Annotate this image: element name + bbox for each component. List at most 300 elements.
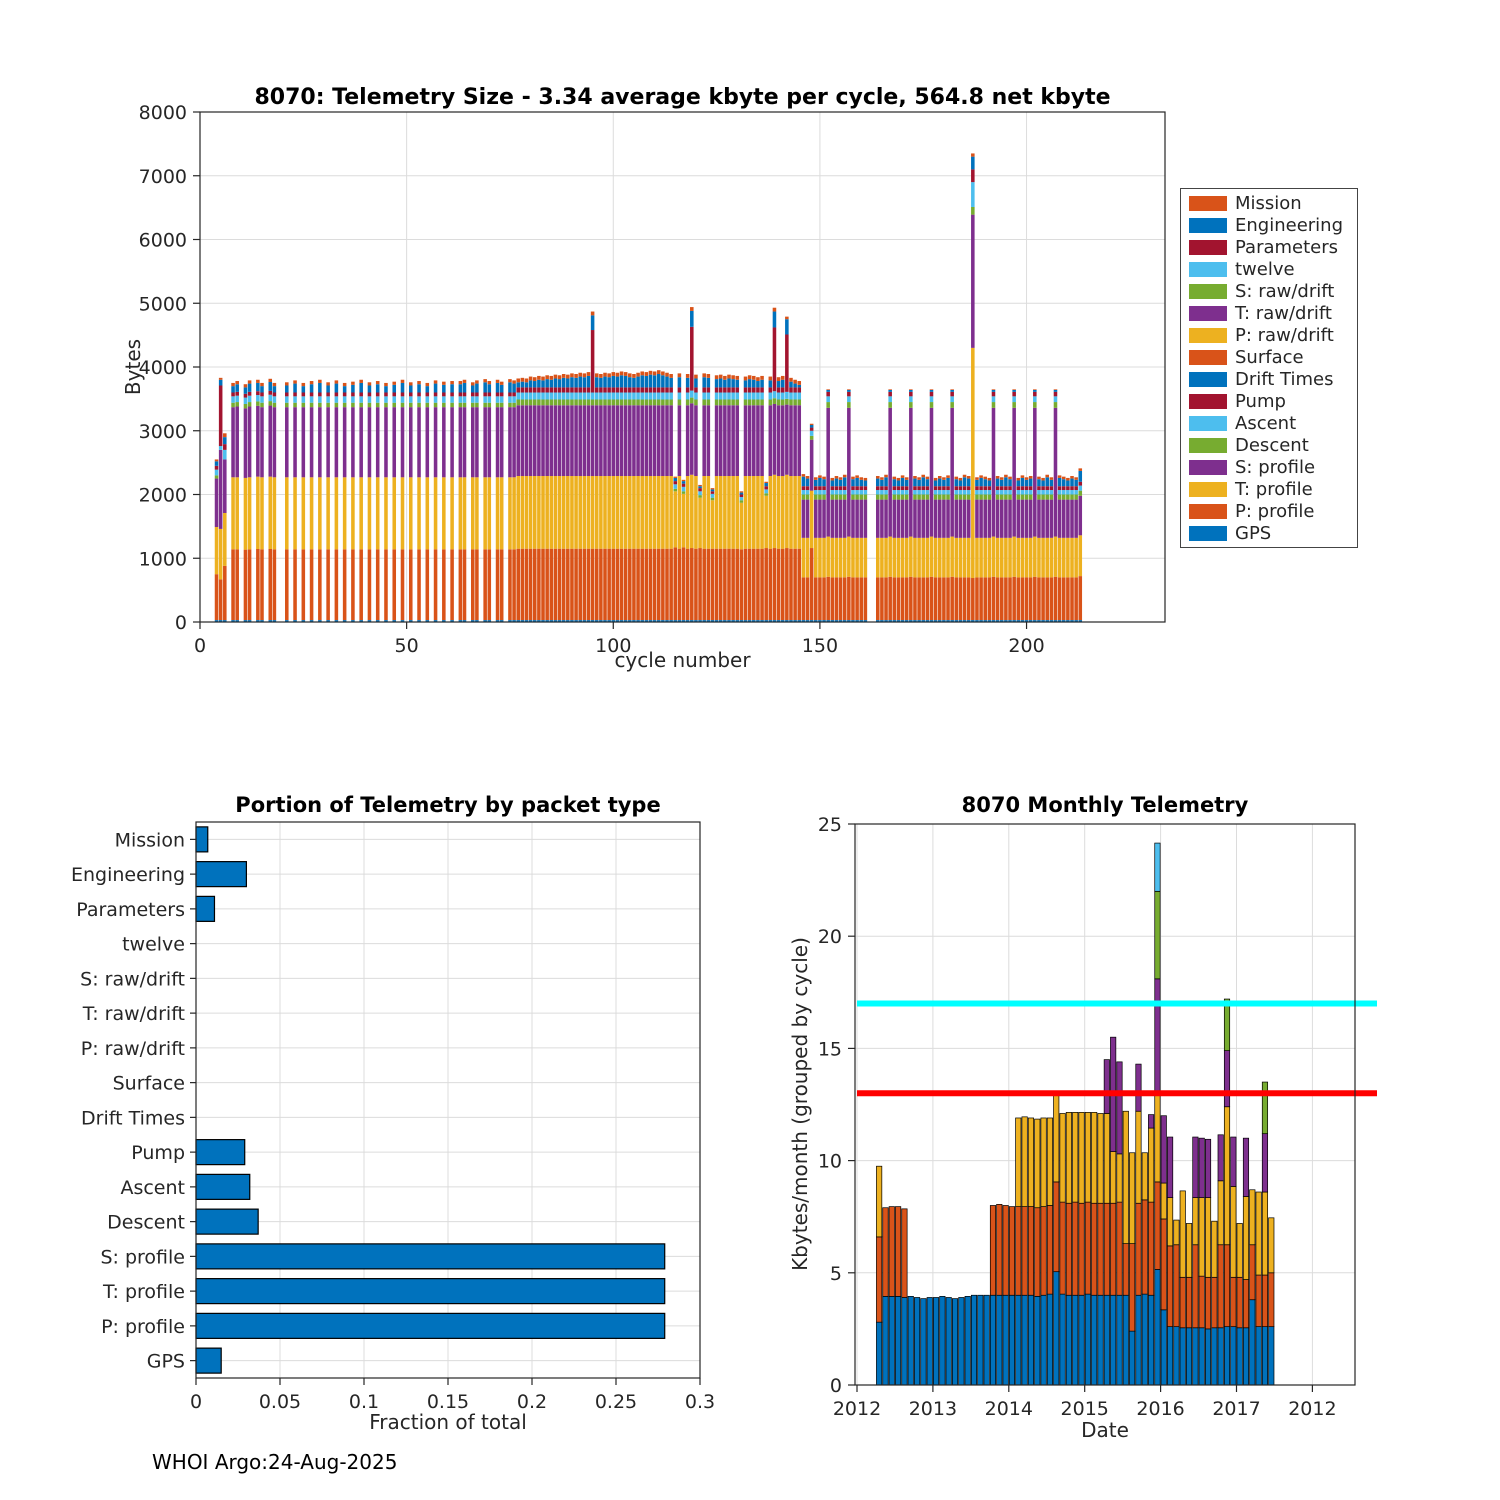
bar-segment [1250, 1300, 1255, 1385]
legend-swatch [1189, 306, 1227, 321]
bar-segment [781, 376, 785, 380]
legend-item-descent [1181, 434, 1357, 456]
bar-segment [1028, 1295, 1033, 1385]
bar-segment [740, 503, 744, 550]
bar-segment [657, 400, 661, 406]
bar-segment [256, 401, 260, 405]
bar-segment [273, 386, 277, 392]
bar-segment [587, 376, 591, 387]
bar-segment [475, 549, 479, 620]
tick-label: 0.3 [684, 1391, 716, 1413]
bar-segment [231, 549, 235, 620]
bar-segment [909, 408, 913, 537]
legend-label: Pump [1235, 390, 1286, 412]
bar-segment [657, 405, 661, 476]
bar-segment [1180, 1277, 1185, 1327]
bar-segment [740, 500, 744, 503]
bar-segment [1074, 490, 1078, 494]
bar-segment [797, 381, 801, 385]
bar-segment [810, 431, 814, 436]
bar-segment [310, 407, 314, 477]
bar-segment [1074, 495, 1078, 500]
bar-segment [488, 407, 492, 477]
bar-segment [818, 478, 822, 486]
bar-segment [893, 479, 897, 486]
bar-segment [450, 407, 454, 477]
bar-segment [859, 500, 863, 538]
bar-segment [1035, 1208, 1040, 1297]
bar-segment [235, 396, 239, 402]
bar-segment [884, 477, 888, 486]
bar-segment [442, 396, 446, 402]
bar-segment [512, 393, 516, 397]
bar-segment [897, 495, 901, 500]
bar-segment [917, 495, 921, 500]
bar-segment [769, 476, 773, 549]
bar-segment [979, 577, 983, 620]
bar-segment [409, 382, 413, 385]
bar-segment [459, 393, 463, 397]
bar-segment [843, 577, 847, 620]
bar-segment [810, 548, 814, 620]
bar-segment [996, 486, 1000, 490]
bar-segment [1104, 1060, 1109, 1114]
bar-segment [1047, 1294, 1052, 1385]
bar-segment [417, 477, 421, 549]
bar-segment [814, 477, 818, 480]
bar-segment [628, 476, 632, 549]
bar-segment [525, 476, 529, 549]
bar-segment [1045, 490, 1049, 494]
bar-segment [417, 381, 421, 384]
bar-segment [434, 380, 438, 383]
bar-segment [545, 549, 549, 620]
bar-segment [248, 380, 252, 383]
bar-segment [1016, 1118, 1021, 1207]
bar-segment [570, 373, 574, 377]
bar-segment [723, 549, 727, 620]
bar-segment [988, 478, 992, 481]
bar-segment [876, 1166, 881, 1237]
bar-segment [1205, 1277, 1210, 1329]
bar-segment [1025, 500, 1029, 538]
bar-segment [959, 538, 963, 578]
bar-segment [727, 549, 731, 620]
bar-segment [909, 396, 913, 402]
bar-segment [839, 538, 843, 578]
bar-segment [897, 577, 901, 620]
bar-segment [1035, 1119, 1040, 1208]
bar-segment [727, 375, 731, 379]
bar-segment [591, 405, 595, 476]
bar-segment [426, 407, 430, 477]
bar-segment [876, 1237, 881, 1322]
bar-segment [545, 393, 549, 400]
bar-segment [785, 334, 789, 391]
bar-segment [624, 393, 628, 400]
bar-segment [359, 396, 363, 402]
bar-segment [975, 490, 979, 494]
bar-segment [401, 549, 405, 620]
portion-chart-title: Portion of Telemetry by packet type [235, 793, 661, 817]
bar-segment [884, 577, 888, 620]
bar-segment [905, 477, 909, 480]
bar-segment [983, 490, 987, 494]
bar-segment [785, 392, 789, 399]
bar-segment [516, 476, 520, 549]
bar-segment [814, 486, 818, 490]
bar-segment [1029, 479, 1033, 487]
bar-segment [1066, 538, 1070, 578]
bar-segment [508, 477, 512, 549]
legend-swatch [1189, 284, 1227, 299]
bar-segment [1104, 1295, 1109, 1385]
bar-segment [661, 400, 665, 406]
bar-segment [1050, 477, 1054, 480]
bar-segment [983, 577, 987, 620]
bar-segment [839, 577, 843, 620]
bar-segment [731, 375, 735, 379]
bar-segment [930, 537, 934, 577]
bar-segment [992, 577, 996, 620]
bar-segment [682, 487, 686, 491]
bar-segment [831, 480, 835, 486]
bar-segment [459, 384, 463, 392]
bar-segment [1224, 1327, 1229, 1385]
bar-segment [566, 378, 570, 387]
bar-segment [471, 549, 475, 620]
legend-swatch [1189, 394, 1227, 409]
bar-segment [628, 373, 632, 377]
bar-segment [310, 549, 314, 620]
bar-segment [541, 400, 545, 406]
bar-segment [756, 387, 760, 392]
bar-segment [1070, 490, 1074, 494]
bar-segment [244, 404, 248, 408]
bar-segment [512, 396, 516, 402]
bar-segment [769, 400, 773, 406]
bar-segment [591, 476, 595, 549]
bar-segment [1066, 577, 1070, 620]
bar-segment [471, 407, 475, 477]
bar-segment [975, 480, 979, 486]
bar-segment [1041, 1295, 1046, 1385]
bar-segment [603, 387, 607, 392]
bar-segment [496, 396, 500, 402]
bar [196, 1244, 665, 1269]
bar-segment [645, 400, 649, 406]
bar-segment [793, 380, 797, 384]
bar-segment [1074, 486, 1078, 490]
tick-label: Descent [107, 1211, 185, 1234]
bar-segment [1193, 1137, 1198, 1198]
bar-segment [632, 476, 636, 549]
bar-segment [591, 549, 595, 620]
bar-segment [215, 479, 219, 527]
bar-segment [1062, 486, 1066, 490]
bar-segment [661, 387, 665, 392]
bar-segment [521, 378, 525, 382]
bar-segment [442, 403, 446, 407]
bar-segment [992, 402, 996, 408]
bar-segment [978, 1295, 983, 1385]
bar-segment [459, 396, 463, 402]
bar-segment [434, 393, 438, 397]
bar-segment [550, 380, 554, 388]
bar-segment [913, 486, 917, 490]
bar-segment [831, 495, 835, 500]
bar-segment [1041, 500, 1045, 538]
bar-segment [1012, 577, 1016, 620]
bar-segment [756, 400, 760, 406]
legend-swatch [1189, 218, 1227, 233]
monthly-chart-title: 8070 Monthly Telemetry [961, 793, 1249, 817]
bar-segment [368, 403, 372, 407]
bar-segment [1262, 1275, 1267, 1327]
bar-segment [814, 538, 818, 578]
bar-segment [735, 387, 739, 392]
bar-segment [1079, 535, 1083, 576]
bar-segment [715, 387, 719, 392]
bar-segment [566, 375, 570, 379]
bar-segment [649, 387, 653, 392]
bar-segment [1008, 500, 1012, 538]
bar-segment [950, 390, 954, 392]
legend-item-t-raw-drift [1181, 302, 1357, 324]
bar-segment [496, 383, 500, 393]
bar-segment [483, 396, 487, 402]
bar-segment [913, 500, 917, 538]
bar-segment [810, 428, 814, 431]
bar-segment [318, 407, 322, 477]
bar-segment [541, 549, 545, 620]
bar-segment [1012, 402, 1016, 408]
bar-segment [690, 311, 694, 327]
bar-segment [603, 476, 607, 549]
bar-segment [1017, 538, 1021, 578]
legend-label: Ascent [1235, 412, 1297, 434]
bar-segment [880, 495, 884, 500]
bar-segment [260, 393, 264, 397]
bar-segment [707, 476, 711, 549]
bar-segment [876, 577, 880, 620]
bar-segment [603, 400, 607, 406]
bar-segment [636, 393, 640, 400]
bar-segment [905, 495, 909, 500]
legend-label: T: raw/drift [1235, 302, 1332, 324]
bar-segment [1045, 538, 1049, 578]
bar-segment [488, 549, 492, 620]
bar-segment [802, 495, 806, 500]
bar-segment [826, 408, 830, 537]
bar-segment [591, 312, 595, 316]
bar-segment [826, 402, 830, 408]
bar-segment [562, 374, 566, 378]
bar-segment [1250, 1245, 1255, 1300]
bar-segment [946, 475, 950, 478]
bar-segment [620, 375, 624, 387]
bar-segment [1058, 500, 1062, 538]
bar-segment [855, 475, 859, 478]
bar-segment [558, 549, 562, 620]
bar-segment [392, 382, 396, 385]
bar-segment [959, 490, 963, 494]
bar-segment [694, 476, 698, 549]
bar-segment [893, 577, 897, 620]
bar-segment [727, 405, 731, 476]
tick-label: Drift Times [81, 1107, 185, 1130]
bar-segment [773, 327, 777, 391]
bar-segment [744, 405, 748, 476]
bar-segment [1045, 486, 1049, 490]
bar-segment [248, 477, 252, 549]
bar-segment [1155, 979, 1160, 1093]
bar-segment [1161, 1310, 1166, 1385]
bar-segment [401, 380, 405, 383]
bar-segment [785, 319, 789, 334]
bar-segment [488, 393, 492, 397]
bar-segment [678, 377, 682, 387]
bar-segment [926, 577, 930, 620]
bar-segment [933, 1297, 938, 1385]
bar-segment [384, 396, 388, 402]
bar-segment [864, 486, 868, 490]
bar-segment [913, 538, 917, 578]
bar-segment [735, 376, 739, 380]
bar-segment [612, 393, 616, 400]
bar-segment [1269, 1218, 1274, 1273]
bar-segment [806, 490, 810, 494]
bar-segment [653, 371, 657, 375]
bar-segment [521, 387, 525, 392]
bar-segment [893, 538, 897, 578]
bar-segment [996, 490, 1000, 494]
bar-segment [1136, 1203, 1141, 1295]
bar-segment [888, 392, 892, 396]
bar-segment [764, 496, 768, 548]
bar-segment [1070, 476, 1074, 479]
bar-segment [690, 391, 694, 398]
bar-segment [665, 549, 669, 620]
bar-segment [913, 495, 917, 500]
bar-segment [1073, 1295, 1078, 1385]
bar-segment [273, 407, 277, 477]
bar-segment [318, 383, 322, 393]
bar-segment [1155, 1182, 1160, 1270]
bar-segment [1110, 1203, 1115, 1295]
bar-segment [620, 400, 624, 406]
legend-label: T: profile [1235, 478, 1313, 500]
bar-segment [1199, 1276, 1204, 1328]
bar-segment [789, 549, 793, 620]
bar-segment [463, 549, 467, 620]
bar-segment [310, 381, 314, 384]
bar-segment [988, 486, 992, 490]
bar-segment [628, 405, 632, 476]
bar-segment [1037, 538, 1041, 578]
bar-segment [645, 387, 649, 392]
bar-segment [1161, 1183, 1166, 1219]
bar-segment [231, 477, 235, 549]
bar-segment [773, 475, 777, 548]
bar-segment [483, 407, 487, 477]
bar-segment [533, 405, 537, 476]
bar-segment [917, 500, 921, 538]
bar-segment [508, 396, 512, 402]
bar-segment [942, 495, 946, 500]
bar-segment [545, 400, 549, 406]
bar-segment [1058, 577, 1062, 620]
bar-segment [545, 375, 549, 379]
bar-segment [351, 549, 355, 620]
bar-segment [649, 476, 653, 549]
legend-item-pump [1181, 390, 1357, 412]
bar-segment [905, 500, 909, 538]
bar-segment [1033, 537, 1037, 577]
bar-segment [950, 408, 954, 537]
legend-label: Descent [1235, 434, 1309, 456]
bar-segment [673, 484, 677, 488]
bar-segment [1205, 1329, 1210, 1385]
bar-segment [562, 476, 566, 549]
bar-segment [401, 477, 405, 549]
bar-segment [802, 486, 806, 490]
bar-segment [624, 387, 628, 392]
bar-segment [843, 500, 847, 538]
bar-segment [690, 327, 694, 391]
bar-segment [1256, 1275, 1261, 1327]
bar-segment [1017, 495, 1021, 500]
bar-segment [1000, 480, 1004, 486]
tick-label: 25 [817, 814, 842, 836]
bar-segment [359, 549, 363, 620]
bar-segment [392, 393, 396, 397]
bar-segment [459, 381, 463, 384]
bar-segment [285, 403, 289, 407]
bar-segment [562, 378, 566, 388]
bar-segment [682, 480, 686, 481]
bar-segment [384, 383, 388, 386]
bar-segment [343, 386, 347, 392]
bar-segment [541, 387, 545, 392]
bar-segment [636, 387, 640, 392]
bar-segment [748, 387, 752, 392]
bar-segment [351, 477, 355, 549]
bar-segment [273, 403, 277, 407]
tick-label: twelve [122, 933, 185, 956]
bar-segment [711, 498, 715, 501]
bar-segment [558, 400, 562, 406]
bar-segment [1033, 389, 1037, 390]
bar-segment [959, 1297, 964, 1385]
bar-segment [326, 549, 330, 620]
bar-segment [797, 400, 801, 406]
bar-segment [566, 387, 570, 392]
bar-segment [219, 385, 223, 446]
bar-segment [996, 538, 1000, 578]
bar-segment [814, 495, 818, 500]
monthly-chart-xlabel: Date [1081, 1418, 1129, 1442]
bar-segment [802, 500, 806, 538]
bar-segment [731, 405, 735, 476]
bar-segment [859, 480, 863, 486]
bar-segment [855, 577, 859, 620]
bar-segment [409, 403, 413, 407]
bar-segment [678, 476, 682, 549]
bar-segment [649, 393, 653, 400]
bar-segment [384, 549, 388, 620]
bar-segment [938, 500, 942, 538]
